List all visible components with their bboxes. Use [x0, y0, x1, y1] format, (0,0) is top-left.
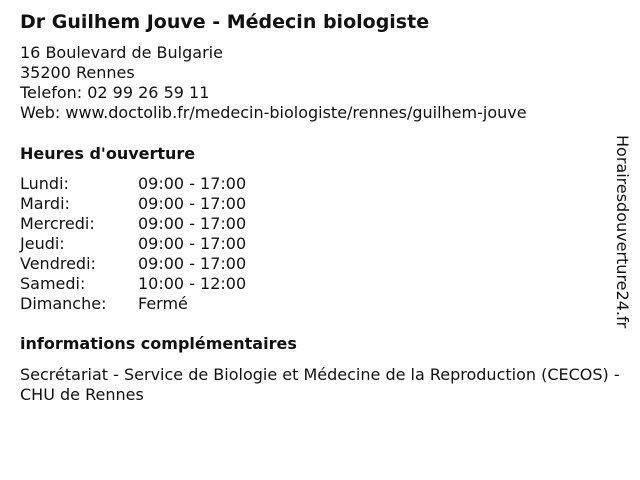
website-text: Web: www.doctolib.fr/medecin-biologiste/rennes/guilhem-jouve: [20, 103, 527, 122]
hours-row: [20, 274, 620, 294]
additional-info-text: Secrétariat - Service de Biologie et Médecine de la Reproduction (CECOS) - CHU de Rennes: [20, 365, 620, 404]
page-title: Dr Guilhem Jouve - Médecin biologiste: [20, 11, 430, 33]
hours-time: 09:00 - 17:00: [138, 254, 247, 273]
hours-row: [20, 254, 620, 274]
hours-time: 10:00 - 12:00: [138, 274, 247, 293]
hours-time: Fermé: [138, 294, 188, 313]
hours-time: 09:00 - 17:00: [138, 174, 247, 193]
business-card: [20, 10, 620, 405]
opening-hours-heading: Heures d'ouverture: [20, 144, 196, 163]
hours-row: [20, 214, 620, 234]
hours-day: Dimanche:: [20, 294, 107, 313]
hours-day: Vendredi:: [20, 254, 96, 273]
hours-row: [20, 194, 620, 214]
hours-day: Lundi:: [20, 174, 69, 193]
address-city: 35200 Rennes: [20, 63, 135, 82]
phone-text: Telefon: 02 99 26 59 11: [20, 83, 210, 102]
hours-time: 09:00 - 17:00: [138, 214, 247, 233]
hours-day: Mercredi:: [20, 214, 95, 233]
hours-row: [20, 174, 620, 194]
opening-hours-list: [20, 174, 620, 314]
site-watermark: Horairesdouverture24.fr: [613, 135, 632, 329]
hours-row: [20, 234, 620, 254]
additional-info-heading: informations complémentaires: [20, 334, 297, 353]
hours-time: 09:00 - 17:00: [138, 194, 247, 213]
hours-day: Samedi:: [20, 274, 86, 293]
contact-info: [20, 43, 620, 123]
address-street: 16 Boulevard de Bulgarie: [20, 43, 223, 62]
hours-row: [20, 294, 620, 314]
hours-day: Mardi:: [20, 194, 70, 213]
hours-day: Jeudi:: [20, 234, 65, 253]
hours-time: 09:00 - 17:00: [138, 234, 247, 253]
